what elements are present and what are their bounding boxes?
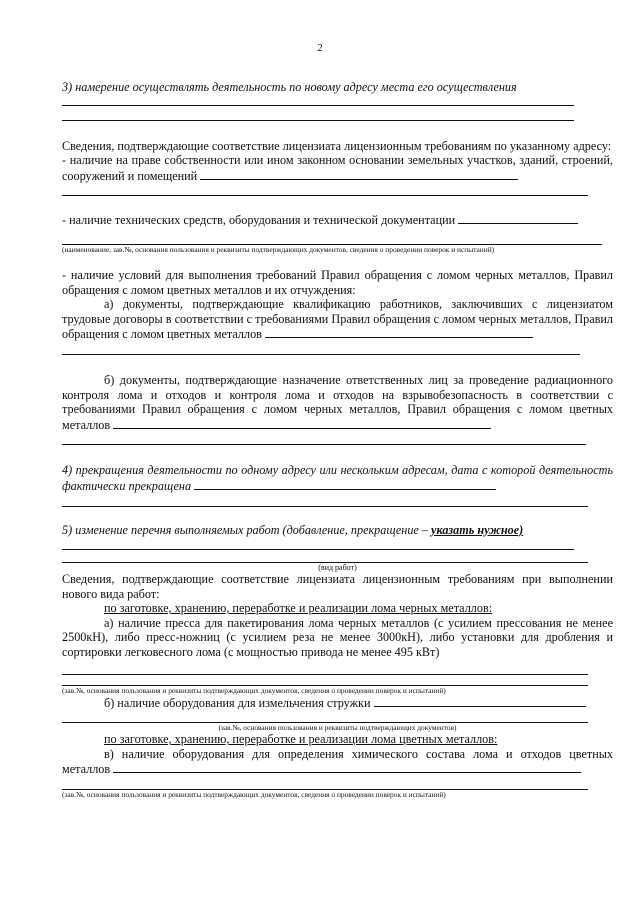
ferrous-a-caption: (зав.№, основания пользования и реквизиты подтверждающих документов, сведения о проведении поверок и испытаний) — [62, 685, 446, 695]
ferrous-a: а) наличие пресса для пакетирования лома черных металлов (с усилием прессования не менее 2500кН), либо пресс-ножниц (с усилием реза не менее 3000кН), либо установки для дробления и сортировки легковесного лома (с мощностью привода не менее 495 кВт) — [62, 615, 613, 660]
section-4-heading — [62, 463, 613, 493]
document-body — [62, 80, 613, 799]
tech-input-line[interactable] — [458, 212, 578, 224]
item-a-text: а) документы, подтверждающие квалификацию работников, заключивших с лицензиатом трудовые договоры в соответствии с требованиями Правил обращения с ломом черных металлов, Правил обращения с ломом цветных металлов — [62, 297, 613, 342]
ferrous-header — [62, 601, 613, 616]
section-5-heading-emphasis: указать нужное) — [431, 522, 524, 537]
section-3-heading: 3) намерение осуществлять деятельность по новому адресу места его осуществления — [62, 80, 517, 94]
ferrous-b-input-line[interactable] — [374, 695, 586, 707]
nonferrous-v-text: в) наличие оборудования для определения химического состава лома и отходов цветных металлов — [62, 746, 613, 777]
tech-requirement-text: - наличие технических средств, оборудования и технической документации — [62, 213, 456, 228]
item-a-input-line[interactable] — [265, 326, 533, 338]
land-input-line[interactable] — [200, 168, 518, 180]
item-a — [62, 297, 613, 342]
section-4-input-line[interactable] — [194, 478, 496, 490]
ferrous-b — [62, 695, 613, 711]
item-b-input-line[interactable] — [113, 417, 491, 429]
nonferrous-header-text: по заготовке, хранению, переработке и реализации лома цветных металлов: — [104, 732, 498, 747]
nonferrous-v-input-line[interactable] — [113, 761, 581, 773]
section-5-intro: Сведения, подтверждающие соответствие лицензиата лицензионным требованиям при выполнении нового вида работ: — [62, 572, 613, 601]
land-requirement-text: - наличие на праве собственности или ином законном основании земельных участков, зданий, строений, сооружений и помещений — [62, 153, 613, 183]
item-b-text: б) документы, подтверждающие назначение ответственных лиц за проведение радиационного контроля лома и отходов и контроля лома и отходов на взрывобезопасность в соответствии с требованиями Правил обращения с ломом черных металлов, Правил обращения с ломом цветных металлов — [62, 372, 613, 432]
blank-line[interactable] — [62, 105, 574, 106]
section-5-heading-text: 5) изменение перечня выполняемых работ (добавление, прекращение – — [62, 522, 428, 537]
nonferrous-header — [62, 732, 613, 747]
ferrous-header-text: по заготовке, хранению, переработке и реализации лома черных металлов: — [104, 601, 493, 616]
nonferrous-v — [62, 747, 613, 777]
land-requirement — [62, 153, 613, 183]
conditions-text: - наличие условий для выполнения требований Правил обращения с ломом черных металлов, Правил обращения с ломом цветных металлов и их отчуждения: — [62, 267, 613, 297]
tech-requirement — [62, 212, 613, 228]
section-4-heading-text: 4) прекращения деятельности по одному адресу или нескольким адресам, дата с которой деятельность фактически прекращена — [62, 463, 613, 493]
ferrous-b-text: б) наличие оборудования для измельчения стружки — [104, 695, 371, 710]
nonferrous-v-caption: (зав.№, основания пользования и реквизиты подтверждающих документов, сведения о проведении поверок и испытаний) — [62, 790, 446, 800]
blank-line[interactable] — [62, 549, 574, 550]
ferrous-b-caption: (зав.№, основания пользования и реквизиты подтверждающих документов) — [218, 723, 457, 733]
page-number: 2 — [317, 42, 323, 54]
tech-caption: (наименование, зав.№, основания пользования и реквизиты подтверждающих документов, сведения о проведении поверок и испытаний) — [62, 244, 495, 254]
blank-line[interactable] — [62, 674, 588, 675]
section-3-intro: Сведения, подтверждающие соответствие лицензиата лицензионным требованиям по указанному адресу: — [62, 138, 612, 153]
section-5-heading — [62, 523, 613, 538]
work-type-caption: (вид работ) — [318, 563, 357, 573]
item-b — [62, 373, 613, 432]
